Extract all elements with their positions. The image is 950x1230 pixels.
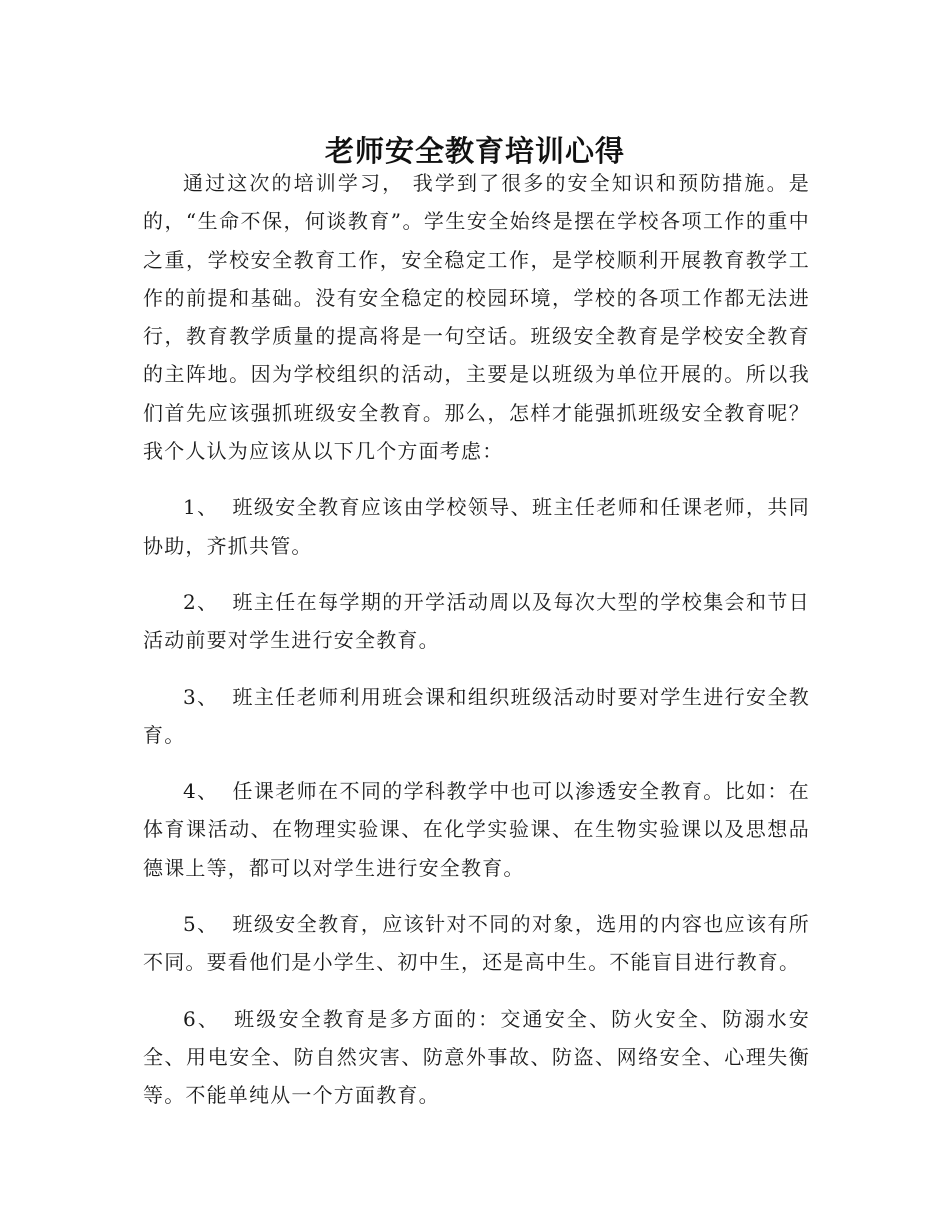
list-item (143, 678, 810, 755)
document-body (143, 164, 810, 1115)
list-item-text: 班级安全教育应该由学校领导、班主任老师和任课老师，共同协助，齐抓共管。 (143, 495, 810, 558)
page-title: 老师安全教育培训心得 (324, 134, 625, 169)
list-item-number: 6、 (183, 1006, 221, 1031)
list-item-text: 班主任老师利用班会课和组织班级活动时要对学生进行安全教育。 (143, 684, 810, 747)
list-item-number: 5、 (183, 912, 219, 937)
list-item-text: 班主任在每学期的开学活动周以及每次大型的学校集会和节日活动前要对学生进行安全教育。 (143, 589, 810, 653)
list-item (143, 583, 810, 660)
list-item-number: 2、 (183, 589, 219, 614)
intro-paragraph: 通过这次的培训学习， 我学到了很多的安全知识和预防措施。是的，“生命不保，何谈教育”。学生安全始终是摆在学校各项工作的重中之重，学校安全教育工作，安全稳定工作，是学校顺利开展教育教学工作的前提和基础。没有安全稳定的校园环境，学校的各项工作都无法进行，教育教学质量的提高将是一句空话。班级安全教育是学校安全教育的主阵地。因为学校组织的活动，主要是以班级为单位开展的。所以我们首先应该强抓班级安全教育。那么，怎样才能强抓班级安全教育呢？我个人认为应该从以下几个方面考虑： (143, 171, 810, 464)
list-item-number: 1、 (183, 495, 219, 520)
list-item-text: 班级安全教育，应该针对不同的对象，选用的内容也应该有所不同。要看他们是小学生、初中生，还是高中生。不能盲目进行教育。 (143, 912, 810, 975)
list-item-number: 3、 (183, 684, 219, 709)
list-item (143, 905, 810, 982)
list-item (143, 1000, 810, 1115)
list-item (143, 488, 810, 565)
list-item (143, 772, 810, 887)
list-item-text: 班级安全教育是多方面的：交通安全、防火安全、防溺水安全、用电安全、防自然灾害、防意外事故、防盗、网络安全、心理失衡等。不能单纯从一个方面教育。 (143, 1006, 811, 1108)
list-item-text: 任课老师在不同的学科教学中也可以渗透安全教育。比如：在体育课活动、在物理实验课、在化学实验课、在生物实验课以及思想品德课上等，都可以对学生进行安全教育。 (143, 779, 810, 880)
list-item-number: 4、 (183, 779, 219, 804)
